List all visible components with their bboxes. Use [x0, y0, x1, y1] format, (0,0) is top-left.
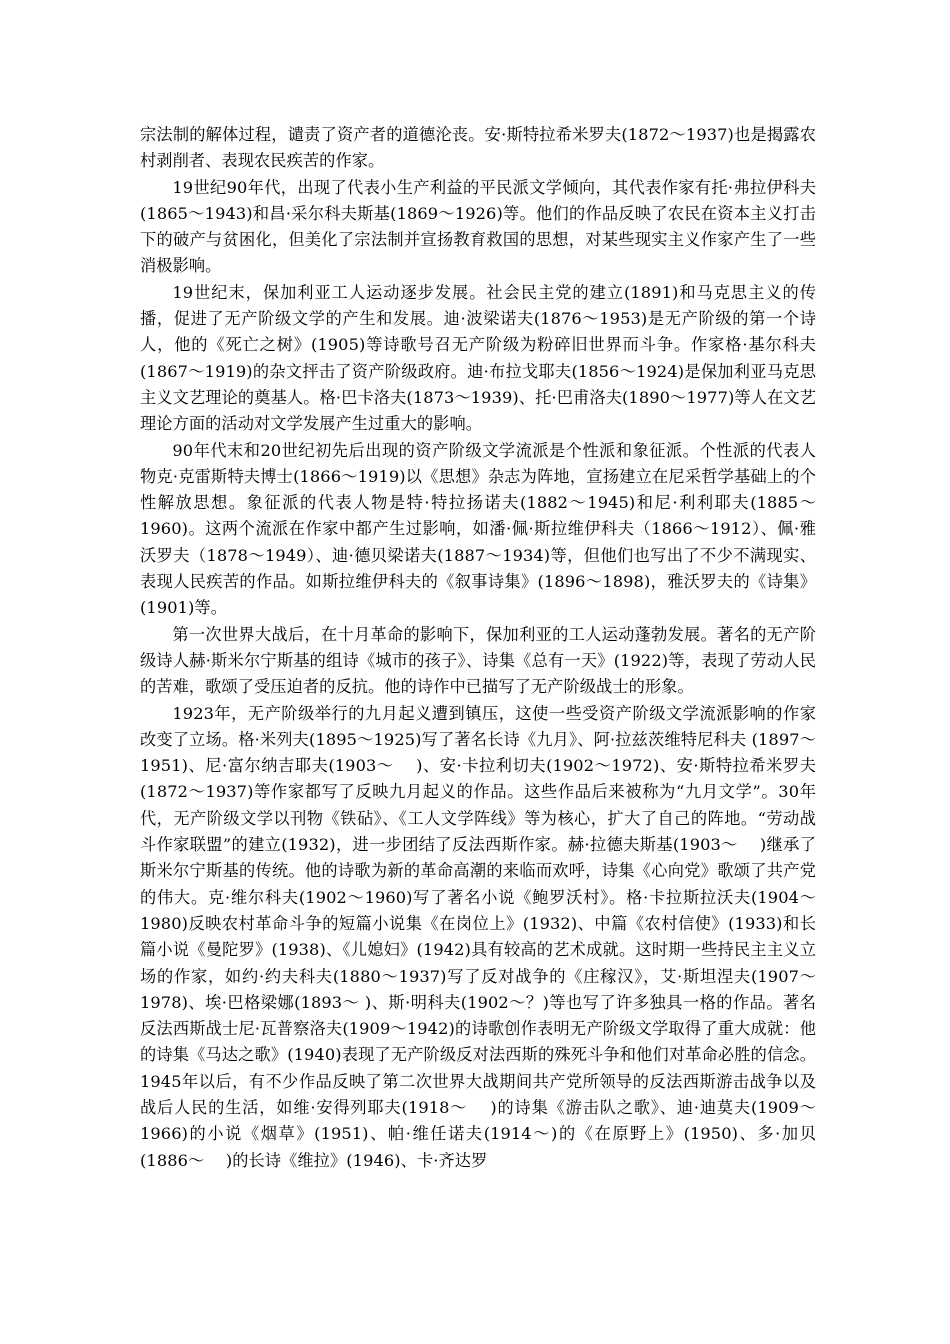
- paragraph-5: 第一次世界大战后，在十月革命的影响下，保加利亚的工人运动蓬勃发展。著名的无产阶级诗人赫·斯米尔宁斯基的组诗《城市的孩子》、诗集《总有一天》(1922)等，表现了劳动人民的苦难，歌颂了受压迫者的反抗。他的诗作中已描写了无产阶级战士的形象。: [140, 624, 816, 697]
- paragraph-3: 19世纪末，保加利亚工人运动逐步发展。社会民主党的建立(1891)和马克思主义的传播，促进了无产阶级文学的产生和发展。迪·波梁诺夫(1876～1953)是无产阶级的第一个诗人，他的《死亡之树》(1905)等诗歌号召无产阶级为粉碎旧世界而斗争。作家格·基尔科夫(1867～1919)的杂文抨击了资产阶级政府。迪·布拉戈耶夫(1856～1924)是保加利亚马克思主义文艺理论的奠基人。格·巴卡洛夫(1873～1939)、托·巴甫洛夫(1890～1977)等人在文艺理论方面的活动对文学发展产生过重大的影响。: [140, 282, 816, 434]
- paragraph-2: 19世纪90年代，出现了代表小生产利益的平民派文学倾向，其代表作家有托·弗拉伊科夫(1865～1943)和昌·采尔科夫斯基(1869～1926)等。他们的作品反映了农民在资本主义打击下的破产与贫困化，但美化了宗法制并宣扬教育救国的思想，对某些现实主义作家产生了一些消极影响。: [140, 177, 816, 276]
- document-body: [140, 122, 816, 1174]
- paragraph-1: 宗法制的解体过程，谴责了资产者的道德沦丧。安·斯特拉希米罗夫(1872～1937)也是揭露农村剥削者、表现农民疾苦的作家。: [140, 125, 816, 171]
- paragraph-6: 1923年，无产阶级举行的九月起义遭到镇压，这使一些受资产阶级文学流派影响的作家改变了立场。格·米列夫(1895～1925)写了著名长诗《九月》、阿·拉兹茨维特尼科夫 (1897～1951)、尼·富尔纳吉耶夫(1903～ )、安·卡拉利切夫(1902～1972)、安·斯特拉希米罗夫(1872～1937)等作家都写了反映九月起义的作品。这些作品后来被称为“九月文学”。30年代，无产阶级文学以刊物《铁砧》、《工人文学阵线》等为核心，扩大了自己的阵地。“劳动战斗作家联盟”的建立(1932)，进一步团结了反法西斯作家。赫·拉德夫斯基(1903～ )继承了斯米尔宁斯基的传统。他的诗歌为新的革命高潮的来临而欢呼，诗集《心向党》歌颂了共产党的伟大。克·维尔科夫(1902～1960)写了著名小说《鲍罗沃村》。格·卡拉斯拉沃夫(1904～1980)反映农村革命斗争的短篇小说集《在岗位上》(1932)、中篇《农村信使》(1933)和长篇小说《曼陀罗》(1938)、《儿媳妇》(1942)具有较高的艺术成就。这时期一些持民主主义立场的作家，如约·约夫科夫(1880～1937)写了反对战争的《庄稼汉》，艾·斯坦涅夫(1907～1978)、埃·巴格梁娜(1893～ )、斯·明科夫(1902～？)等也写了许多独具一格的作品。著名反法西斯战士尼·瓦普察洛夫(1909～1942)的诗歌创作表明无产阶级文学取得了重大成就：他的诗集《马达之歌》(1940)表现了无产阶级反对法西斯的殊死斗争和他们对革命必胜的信念。1945年以后，有不少作品反映了第二次世界大战期间共产党所领导的反法西斯游击战争以及战后人民的生活，如维·安得列耶夫(1918～ )的诗集《游击队之歌》、迪·迪莫夫(1909～1966)的小说《烟草》(1951)、帕·维任诺夫(1914～)的《在原野上》(1950)、多·加贝(1886～ )的长诗《维拉》(1946)、卡·齐达罗: [140, 703, 816, 1170]
- paragraph-4: 90年代末和20世纪初先后出现的资产阶级文学流派是个性派和象征派。个性派的代表人物克·克雷斯特夫博士(1866～1919)以《思想》杂志为阵地，宣扬建立在尼采哲学基础上的个性解放思想。象征派的代表人物是特·特拉扬诺夫(1882～1945)和尼·利利耶夫(1885～1960)。这两个流派在作家中都产生过影响，如潘·佩·斯拉维伊科夫（1866～1912）、佩·雅沃罗夫（1878～1949）、迪·德贝梁诺夫(1887～1934)等，但他们也写出了不少不满现实、表现人民疾苦的作品。如斯拉维伊科夫的《叙事诗集》(1896～1898)，雅沃罗夫的《诗集》(1901)等。: [140, 440, 816, 618]
